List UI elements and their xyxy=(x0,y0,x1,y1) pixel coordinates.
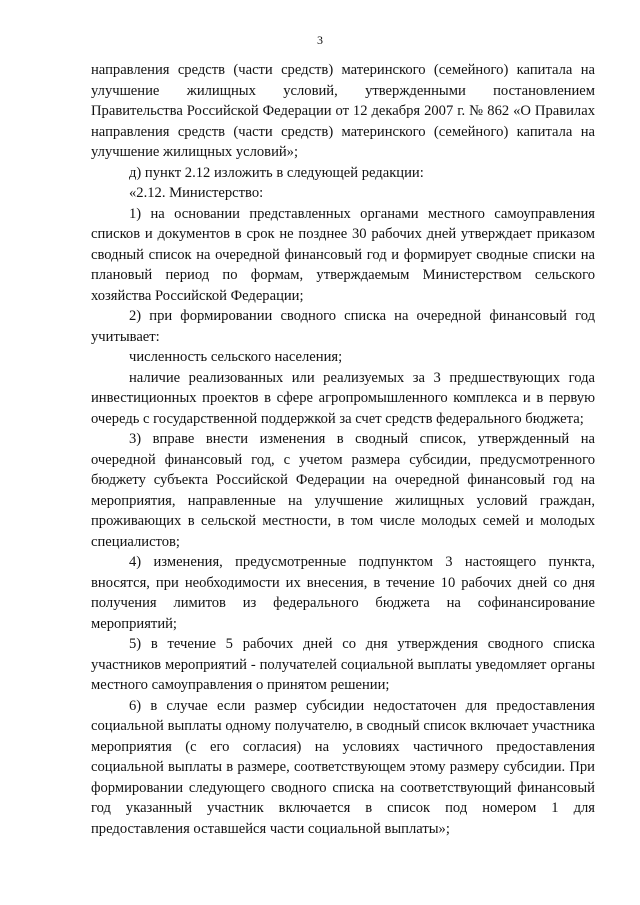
document-body xyxy=(91,60,595,839)
paragraph-subitem-5: 5) в течение 5 рабочих дней со дня утверждения сводного списка участников мероприятий - получателей социальной выплаты уведомляет органы местного самоуправления о принятом решении; xyxy=(91,636,595,693)
paragraph-clause-2-12: «2.12. Министерство: xyxy=(129,185,264,201)
paragraph-criterion-population: численность сельского населения; xyxy=(129,349,343,365)
paragraph-subitem-2: 2) при формировании сводного списка на очередной финансовый год учитывает: xyxy=(91,308,595,345)
paragraph-subitem-3: 3) вправе внести изменения в сводный список, утвержденный на очередной финансовый год, с учетом размера субсидии, предусмотренного бюджету субъекта Российской Федерации на очередной финансовый год на мероприятия, направленные на улучшение жилищных условий граждан, проживающих в сельской местности, в том числе молодых семей и молодых специалистов; xyxy=(91,431,595,550)
page-number: 3 xyxy=(317,33,323,47)
paragraph-criterion-projects: наличие реализованных или реализуемых за 3 предшествующих года инвестиционных проектов в сфере агропромышленного комплекса и в первую очередь с государственной поддержкой за счет средств федерального бюджета; xyxy=(91,369,595,427)
paragraph-subitem-1: 1) на основании представленных органами местного самоуправления списков и документов в срок не позднее 30 рабочих дней утверждает приказом сводный список на очередной финансовый год и формирует сводные списки на плановый период по формам, утверждаемым Министерством сельского хозяйства Российской Федерации; xyxy=(91,205,595,304)
paragraph-subitem-6: 6) в случае если размер субсидии недостаточен для предоставления социальной выплаты одному получателю, в сводный список включает участника мероприятия (с его согласия) на условиях частичного предоставления социальной выплаты в размере, соответствующем этому размеру субсидии. При формировании следующего сводного списка на соответствующий финансовый год указанный участник включается в список под номером 1 для предоставления оставшейся части социальной выплаты»; xyxy=(91,697,595,837)
paragraph-item-d: д) пункт 2.12 изложить в следующей редакции: xyxy=(129,164,424,181)
paragraph-subitem-4: 4) изменения, предусмотренные подпунктом 3 настоящего пункта, вносятся, при необходимости их внесения, в течение 10 рабочих дней со дня получения лимитов из федерального бюджета на софинансирование мероприятий; xyxy=(91,554,595,632)
paragraph-intro-continuation: направления средств (части средств) материнского (семейного) капитала на улучшение жилищных условий, утвержденными постановлением Правительства Российской Федерации от 12 декабря 2007 г. № 862 «О Правилах направления средств (части средств) материнского (семейного) капитала на улучшение жилищных условий»; xyxy=(91,62,595,160)
